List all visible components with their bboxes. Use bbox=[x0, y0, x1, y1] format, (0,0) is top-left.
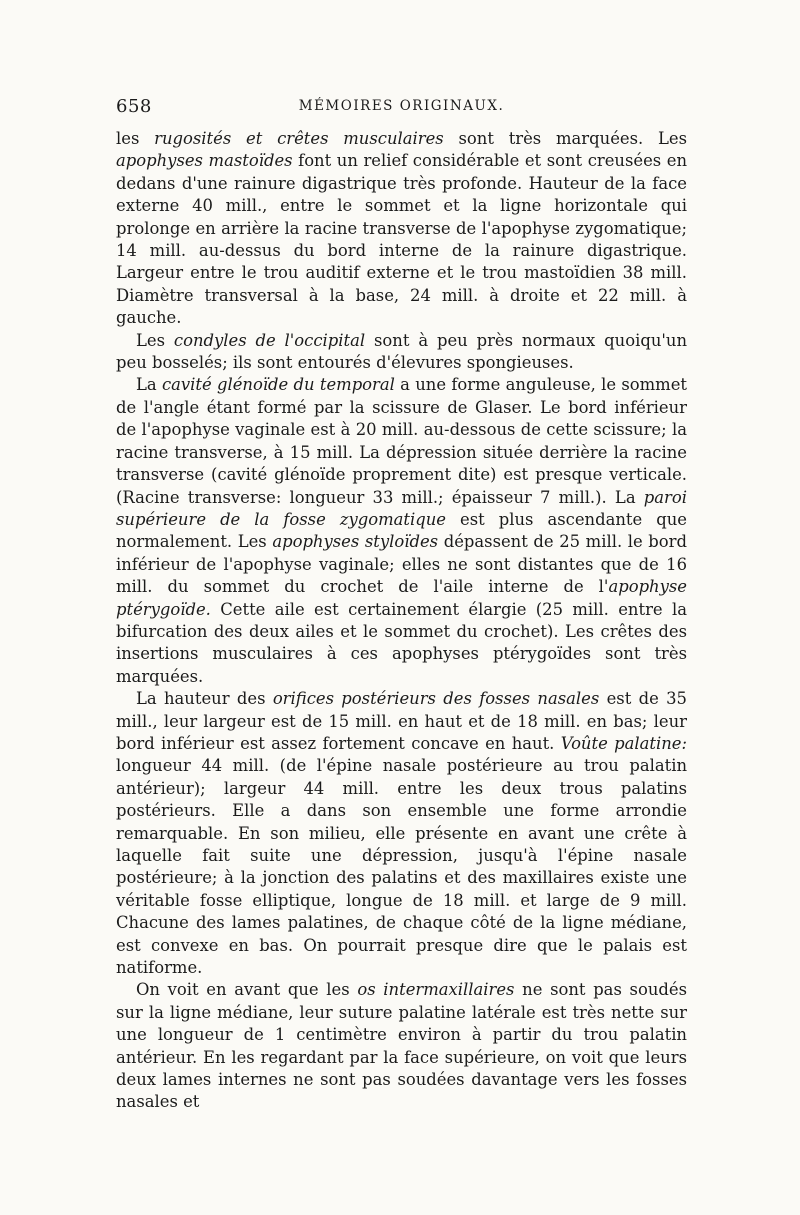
running-head bbox=[116, 96, 687, 128]
page-number: 658 bbox=[116, 96, 152, 117]
text-run: les bbox=[116, 129, 155, 148]
italic-term: cavité glénoïde du temporal bbox=[161, 375, 395, 395]
italic-term: condyles de l'occipital bbox=[173, 330, 366, 350]
text-run: longueur 44 mill. (de l'épine nasale postérieure au trou palatin antérieur); largeur 44 mill. entre les deux trous palatins postérieurs. Elle a dans son ensemble une forme arrondie remarquable. En son milieu, elle présente en avant une crête à laquelle fait suite une dépression, jusqu'à l'épine nasale postérieure; à la jonction des palatins et des maxillaires existe une véritable fosse elliptique, longue de 18 mill. et large de 9 mill. Chacune des lames palatines, de chaque côté de la ligne médiane, est convexe en bas. On pourrait presque dire que le palais est natiforme. bbox=[116, 756, 687, 978]
paragraph bbox=[116, 330, 687, 375]
italic-term: orifices postérieurs des fosses nasales bbox=[272, 689, 600, 709]
text-run: a une forme anguleuse, le sommet de l'angle étant formé par la scissure de Glaser. Le bord inférieur de l'apophyse vaginale est à 20 mill. au-dessous de cette scissure; la racine transverse, à 15 mill. La dépression située derrière la racine transverse (cavité glénoïde proprement dite) est presque verticale. (Racine transverse: longueur 33 mill.; épaisseur 7 mill.). La bbox=[116, 375, 687, 507]
text-run: sont très marquées. Les bbox=[443, 129, 687, 148]
italic-term: apophyse ptérygoïde. bbox=[116, 577, 687, 619]
text-run: dépassent de 25 mill. le bord inférieur de l'apophyse vaginale; elles ne sont distantes que de 16 mill. du sommet du crochet de l'aile interne de l' bbox=[116, 532, 687, 597]
italic-term: Voûte palatine: bbox=[560, 733, 688, 753]
italic-term: rugosités et crêtes musculaires bbox=[154, 129, 444, 148]
text-run: On voit en avant que les bbox=[136, 980, 358, 1000]
text-run: ne sont pas soudés sur la ligne médiane, leur suture palatine latérale est très nette sur une longueur de 1 centimètre environ à partir du trou palatin antérieur. En les regardant par la face supérieure, on voit que leurs deux lames internes ne sont pas soudées davantage vers les fosses nasales et bbox=[116, 980, 687, 1112]
paragraph bbox=[116, 374, 687, 688]
text-run: font un relief considérable et sont creusées en dedans d'une rainure digastrique très profonde. Hauteur de la face externe 40 mill., entre le sommet et la ligne horizontale qui prolonge en arrière la racine transverse de l'apophyse zygomatique; 14 mill. au-dessus du bord interne de la rainure digastrique. Largeur entre le trou auditif externe et le trou mastoïdien 38 mill. Diamètre transversal à la base, 24 mill. à droite et 22 mill. à gauche. bbox=[116, 151, 688, 328]
text-run: Cette aile est certainement élargie (25 mill. entre la bifurcation des deux ailes et le sommet du crochet). Les crêtes des insertions musculaires à ces apophyses ptérygoïdes sont très marquées. bbox=[116, 599, 687, 686]
text-run: est plus ascendante que normalement. Les bbox=[116, 509, 687, 552]
text-run: Les bbox=[136, 330, 174, 350]
paragraph bbox=[116, 688, 687, 979]
text-run: sont à peu près normaux quoiqu'un peu bosselés; ils sont entourés d'élevures spongieuses. bbox=[116, 330, 688, 373]
paragraph bbox=[116, 979, 687, 1113]
italic-term: apophyses mastoïdes bbox=[116, 151, 293, 171]
text-run: La hauteur des bbox=[136, 689, 273, 709]
italic-term: apophyses styloïdes bbox=[272, 532, 439, 552]
italic-term: paroi supérieure de la fosse zygomatique bbox=[116, 487, 687, 529]
paragraph bbox=[116, 128, 687, 330]
text-run: est de 35 mill., leur largeur est de 15 mill. en haut et de 18 mill. en bas; leur bord inférieur est assez fortement concave en haut. bbox=[116, 689, 687, 753]
italic-term: os intermaxillaires bbox=[357, 980, 515, 1000]
body-text bbox=[116, 128, 687, 1114]
text-run: La bbox=[136, 375, 162, 395]
running-title: MÉMOIRES ORIGINAUX. bbox=[298, 98, 505, 114]
